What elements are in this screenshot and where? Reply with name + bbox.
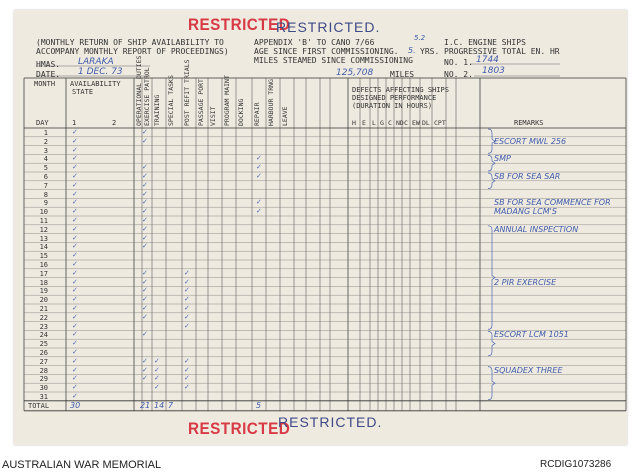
availability-tick: ✓ xyxy=(72,383,78,392)
day-number: 5 xyxy=(43,164,48,173)
day-number: 17 xyxy=(39,269,48,278)
total-value: 5 xyxy=(256,401,262,410)
footer-record-id: RCDIG1073286 xyxy=(540,459,612,470)
defect-column-header: H xyxy=(352,119,356,127)
age-extra-value: 5.2 xyxy=(414,34,426,42)
total-value: 30 xyxy=(70,401,81,410)
availability-tick: ✓ xyxy=(72,198,78,207)
total-label: TOTAL xyxy=(28,402,50,410)
operational-tick: ✓ xyxy=(142,295,148,304)
col2-label: 2 xyxy=(112,119,117,127)
special-task-tick: ✓ xyxy=(184,383,190,392)
operational-tick: ✓ xyxy=(142,189,148,198)
day-number: 12 xyxy=(39,225,48,234)
defects-sub2: (DURATION IN HOURS) xyxy=(352,102,433,110)
special-task-tick: ✓ xyxy=(184,268,190,277)
day-number: 28 xyxy=(39,366,48,375)
hmas-value: LARAKA xyxy=(78,57,114,67)
remark-entry: SB FOR SEA SAR xyxy=(494,172,561,181)
special-task-tick: ✓ xyxy=(184,374,190,383)
day-number: 14 xyxy=(39,243,48,252)
special-task-tick: ✓ xyxy=(184,312,190,321)
availability-tick: ✓ xyxy=(72,163,78,172)
operational-tick: ✓ xyxy=(142,304,148,312)
availability-tick: ✓ xyxy=(72,172,78,180)
miles-value: 125,708 xyxy=(336,68,374,78)
day-number: 10 xyxy=(39,208,48,217)
month-label: MONTH xyxy=(34,80,56,88)
defect-column-header: C xyxy=(404,119,408,127)
exercise-tick: ✓ xyxy=(154,374,160,383)
day-number: 23 xyxy=(39,322,48,331)
availability-tick: ✓ xyxy=(72,374,78,383)
availability-tick: ✓ xyxy=(72,136,78,145)
operational-tick: ✓ xyxy=(142,128,148,136)
vertical-header: POST REFIT TRIALS xyxy=(183,59,191,126)
day-number: 29 xyxy=(39,375,48,384)
operational-tick: ✓ xyxy=(142,268,148,277)
day-number: 21 xyxy=(39,305,48,313)
day-number: 16 xyxy=(39,261,48,269)
total-value: 7 xyxy=(168,401,174,410)
availability-tick: ✓ xyxy=(72,260,78,268)
day-number: 24 xyxy=(39,331,48,340)
day-number: 25 xyxy=(39,340,48,349)
availability-tick: ✓ xyxy=(72,348,78,356)
availability-tick: ✓ xyxy=(72,365,78,374)
operational-tick: ✓ xyxy=(142,374,148,383)
operational-tick: ✓ xyxy=(142,330,148,339)
remark-entry: SB FOR SEA COMMENCE FOR xyxy=(494,198,611,208)
header-line-1: (MONTHLY RETURN OF SHIP AVAILABILITY TO xyxy=(36,38,224,47)
hmas-label: HMAS. xyxy=(36,60,61,69)
restricted-stamp-bottom-blue: RESTRICTED. xyxy=(278,414,383,430)
day-number: 26 xyxy=(39,349,48,357)
vertical-header: TRAINING xyxy=(153,94,161,126)
availability-tick: ✓ xyxy=(72,277,78,286)
remark-entry: MADANG LCM'S xyxy=(494,207,557,217)
availability-tick: ✓ xyxy=(72,295,78,304)
availability-label: AVAILABILITY xyxy=(70,80,121,88)
availability-tick: ✓ xyxy=(72,286,78,295)
operational-tick: ✓ xyxy=(142,365,148,374)
availability-tick: ✓ xyxy=(72,251,78,260)
defect-column-header: DL xyxy=(422,119,430,127)
availability-tick: ✓ xyxy=(72,321,78,330)
day-number: 27 xyxy=(39,357,48,366)
remark-entry: SMP xyxy=(494,154,511,164)
defects-sub1: DESIGNED PERFORMANCE xyxy=(352,94,437,102)
vertical-header: EXERCISE PATROL xyxy=(143,67,151,126)
maintenance-tick: ✓ xyxy=(256,154,262,163)
vertical-header: DOCKING xyxy=(237,98,245,126)
availability-tick: ✓ xyxy=(72,189,78,198)
defect-column-header: E xyxy=(362,119,366,127)
operational-tick: ✓ xyxy=(142,356,148,365)
date-value: 1 DEC. 73 xyxy=(78,67,123,77)
state-label: STATE xyxy=(72,88,94,96)
operational-tick: ✓ xyxy=(142,207,148,216)
availability-tick: ✓ xyxy=(72,224,78,233)
defect-column-header: CPT xyxy=(434,119,446,127)
day-number: 9 xyxy=(43,199,48,208)
restricted-stamp-top-red: RESTRICTED xyxy=(188,15,291,34)
no1-value: 1744 xyxy=(476,55,499,65)
defects-title: DEFECTS AFFECTING SHIPS xyxy=(352,86,449,94)
operational-tick: ✓ xyxy=(142,198,148,207)
availability-tick: ✓ xyxy=(72,242,78,251)
defect-column-header: G xyxy=(380,119,384,127)
defect-column-header: ND xyxy=(396,119,404,127)
remark-entry: ESCORT MWL 256 xyxy=(494,136,567,146)
operational-tick: ✓ xyxy=(142,136,148,145)
availability-tick: ✓ xyxy=(72,330,78,339)
maintenance-tick: ✓ xyxy=(256,172,262,180)
no2-label: NO. 2. xyxy=(444,70,473,79)
age-label: AGE SINCE FIRST COMMISSIONING. xyxy=(254,47,399,56)
operational-tick: ✓ xyxy=(142,233,148,242)
operational-tick: ✓ xyxy=(142,242,148,251)
total-value: 21 xyxy=(140,401,151,410)
availability-tick: ✓ xyxy=(72,128,78,136)
special-task-tick: ✓ xyxy=(184,321,190,330)
restricted-stamp-top-blue: RESTRICTED. xyxy=(276,19,381,35)
operational-tick: ✓ xyxy=(142,216,148,224)
defect-column-header: EW xyxy=(412,119,420,127)
miles-unit: MILES xyxy=(390,70,415,79)
total-value: 14 xyxy=(154,401,165,410)
day-number: 7 xyxy=(43,181,48,190)
day-number: 22 xyxy=(39,313,48,322)
day-number: 4 xyxy=(43,155,48,164)
availability-tick: ✓ xyxy=(72,233,78,242)
remark-entry: 2 PIR EXERCISE xyxy=(494,277,557,287)
engine-title: I.C. ENGINE SHIPS xyxy=(444,38,526,47)
vertical-header: PROGRAM MAINT xyxy=(223,75,231,126)
vertical-header: REPAIR xyxy=(253,102,261,126)
availability-tick: ✓ xyxy=(72,392,78,400)
special-task-tick: ✓ xyxy=(184,356,190,365)
age-value: 5. xyxy=(408,46,416,55)
special-task-tick: ✓ xyxy=(184,295,190,304)
day-number: 30 xyxy=(39,384,48,393)
availability-tick: ✓ xyxy=(72,268,78,277)
no1-label: NO. 1. xyxy=(444,58,473,67)
day-label: DAY xyxy=(36,119,49,127)
day-number: 3 xyxy=(43,146,48,155)
appendix-label: APPENDIX 'B' TO CANO 7/66 xyxy=(254,38,375,47)
operational-tick: ✓ xyxy=(142,224,148,233)
day-number: 13 xyxy=(39,234,48,243)
availability-tick: ✓ xyxy=(72,339,78,348)
col1-label: 1 xyxy=(72,119,77,127)
defect-column-header: L xyxy=(372,119,376,127)
date-label: DATE. xyxy=(36,70,61,79)
remark-entry: ANNUAL INSPECTION xyxy=(494,224,579,234)
footer-source: AUSTRALIAN WAR MEMORIAL xyxy=(2,459,162,471)
header-line-2: ACCOMPANY MONTHLY REPORT OF PROCEEDINGS) xyxy=(36,47,229,56)
maintenance-tick: ✓ xyxy=(256,198,262,207)
exercise-tick: ✓ xyxy=(154,365,160,374)
operational-tick: ✓ xyxy=(142,180,148,189)
defect-column-header: C xyxy=(388,119,392,127)
maintenance-tick: ✓ xyxy=(256,163,262,172)
day-number: 15 xyxy=(39,252,48,261)
remark-entry: SQUADEX THREE xyxy=(494,365,563,375)
day-number: 19 xyxy=(39,287,48,296)
footer-bar xyxy=(0,455,640,476)
availability-tick: ✓ xyxy=(72,304,78,312)
maintenance-tick: ✓ xyxy=(256,207,262,216)
availability-tick: ✓ xyxy=(72,207,78,216)
exercise-tick: ✓ xyxy=(154,356,160,365)
availability-tick: ✓ xyxy=(72,312,78,321)
day-number: 18 xyxy=(39,278,48,287)
day-number: 1 xyxy=(43,129,48,137)
remarks-label: REMARKS xyxy=(514,119,544,127)
miles-label: MILES STEAMED SINCE COMMISSIONING xyxy=(254,56,413,65)
vertical-header: OPERATIONAL DUTIES xyxy=(135,55,143,126)
day-number: 6 xyxy=(43,173,48,181)
day-number: 20 xyxy=(39,296,48,305)
no2-value: 1803 xyxy=(482,66,505,76)
special-task-tick: ✓ xyxy=(184,286,190,295)
day-number: 2 xyxy=(43,137,48,146)
vertical-header: PASSAGE PORT xyxy=(197,79,205,126)
availability-tick: ✓ xyxy=(72,154,78,163)
special-task-tick: ✓ xyxy=(184,277,190,286)
age-suffix: YRS. xyxy=(420,47,440,56)
vertical-header: SPECIAL TASKS xyxy=(167,75,175,126)
day-number: 8 xyxy=(43,190,48,199)
progressive-label: PROGRESSIVE TOTAL EN. HR xyxy=(444,47,560,56)
exercise-tick: ✓ xyxy=(154,383,160,392)
operational-tick: ✓ xyxy=(142,172,148,180)
availability-tick: ✓ xyxy=(72,356,78,365)
restricted-stamp-bottom-red: RESTRICTED xyxy=(188,419,291,438)
day-number: 31 xyxy=(39,393,48,401)
special-task-tick: ✓ xyxy=(184,304,190,312)
vertical-header: VISIT xyxy=(209,106,217,126)
availability-tick: ✓ xyxy=(72,216,78,224)
operational-tick: ✓ xyxy=(142,277,148,286)
operational-tick: ✓ xyxy=(142,286,148,295)
operational-tick: ✓ xyxy=(142,312,148,321)
vertical-header: HARBOUR TRNG xyxy=(267,79,275,126)
availability-tick: ✓ xyxy=(72,145,78,154)
day-number: 11 xyxy=(39,217,48,225)
vertical-header: LEAVE xyxy=(281,106,289,126)
availability-tick: ✓ xyxy=(72,180,78,189)
operational-tick: ✓ xyxy=(142,163,148,172)
special-task-tick: ✓ xyxy=(184,365,190,374)
remark-entry: ESCORT LCM 1051 xyxy=(494,330,569,340)
